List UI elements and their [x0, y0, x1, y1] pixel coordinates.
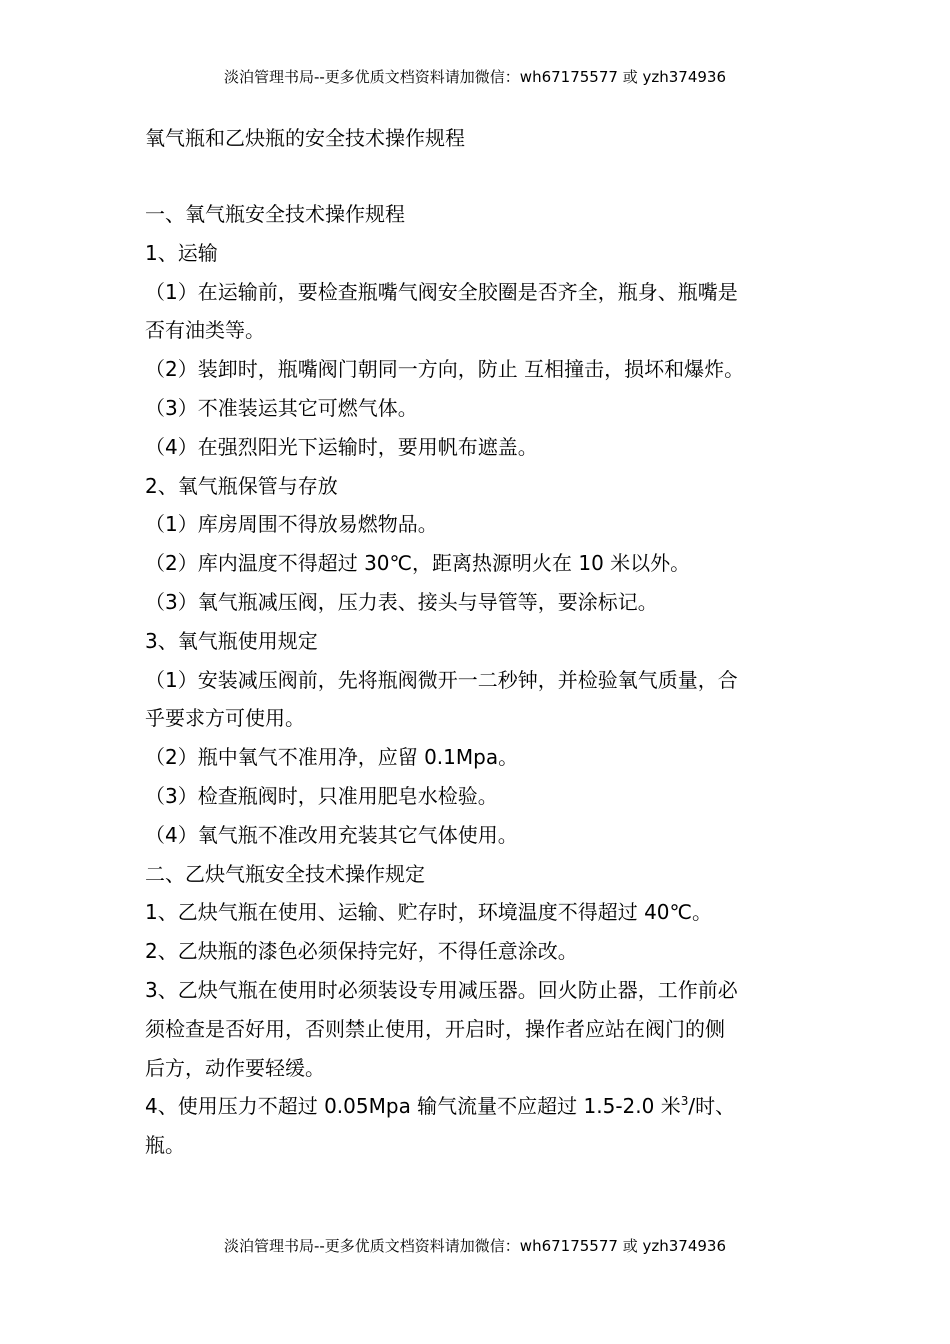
body-line: （2）装卸时，瓶嘴阀门朝同一方向，防止 互相撞击，损坏和爆炸。: [145, 357, 745, 382]
body-line: （3）检查瓶阀时，只准用肥皂水检验。: [145, 784, 498, 808]
body-line: （1）库房周围不得放易燃物品。: [145, 512, 438, 537]
body-line: 3、乙炔气瓶在使用时必须装设专用减压器。回火防止器，工作前必: [145, 978, 738, 1002]
cubic-superscript: 3: [680, 1094, 689, 1109]
body-line: （4）氧气瓶不准改用充装其它气体使用。: [145, 822, 518, 847]
pressure-text-end: /时、: [688, 1094, 736, 1119]
body-line: （2）库内温度不得超过 30℃，距离热源明火在 10 米以外。: [145, 551, 691, 576]
body-line: 1、运输: [145, 240, 218, 265]
body-line: 3、氧气瓶使用规定: [145, 628, 318, 653]
body-line: 一、氧气瓶安全技术操作规程: [145, 202, 405, 226]
page-footer: 淡泊管理书局--更多优质文档资料请加微信：wh67175577 或 yzh374936: [223, 1237, 726, 1255]
body-line: 否有油类等。: [145, 318, 265, 343]
body-line: （4）在强烈阳光下运输时，要用帆布遮盖。: [145, 434, 538, 459]
body-line: 2、氧气瓶保管与存放: [145, 473, 338, 498]
body-line: （3）氧气瓶减压阀，压力表、接头与导管等，要涂标记。: [145, 590, 658, 614]
body-line: （1）安装减压阀前，先将瓶阀微开一二秒钟，并检验氧气质量，合: [145, 667, 738, 692]
body-line: 后方，动作要轻缓。: [145, 1055, 325, 1080]
body-line: 须检查是否好用，否则禁止使用，开启时，操作者应站在阀门的侧: [145, 1016, 725, 1041]
body-line: （3）不准装运其它可燃气体。: [145, 396, 418, 420]
body-line: 二、乙炔气瓶安全技术操作规定: [145, 861, 425, 886]
body-line: 乎要求方可使用。: [145, 706, 305, 731]
document-title: 氧气瓶和乙炔瓶的安全技术操作规程: [145, 126, 465, 150]
body-line: （2）瓶中氧气不准用净，应留 0.1Mpa。: [145, 745, 519, 770]
pressure-text: 4、使用压力不超过 0.05Mpa 输气流量不应超过 1.5-2.0 米: [145, 1094, 681, 1119]
body-line: （1）在运输前，要检查瓶嘴气阀安全胶圈是否齐全，瓶身、瓶嘴是: [145, 279, 738, 304]
body-line-final: 瓶。: [145, 1133, 185, 1158]
page-header: 淡泊管理书局--更多优质文档资料请加微信：wh67175577 或 yzh374936: [223, 68, 726, 86]
body-line: 1、乙炔气瓶在使用、运输、贮存时，环境温度不得超过 40℃。: [145, 900, 712, 925]
body-line-pressure: [145, 1092, 735, 1120]
body-line: 2、乙炔瓶的漆色必须保持完好，不得任意涂改。: [145, 939, 578, 964]
